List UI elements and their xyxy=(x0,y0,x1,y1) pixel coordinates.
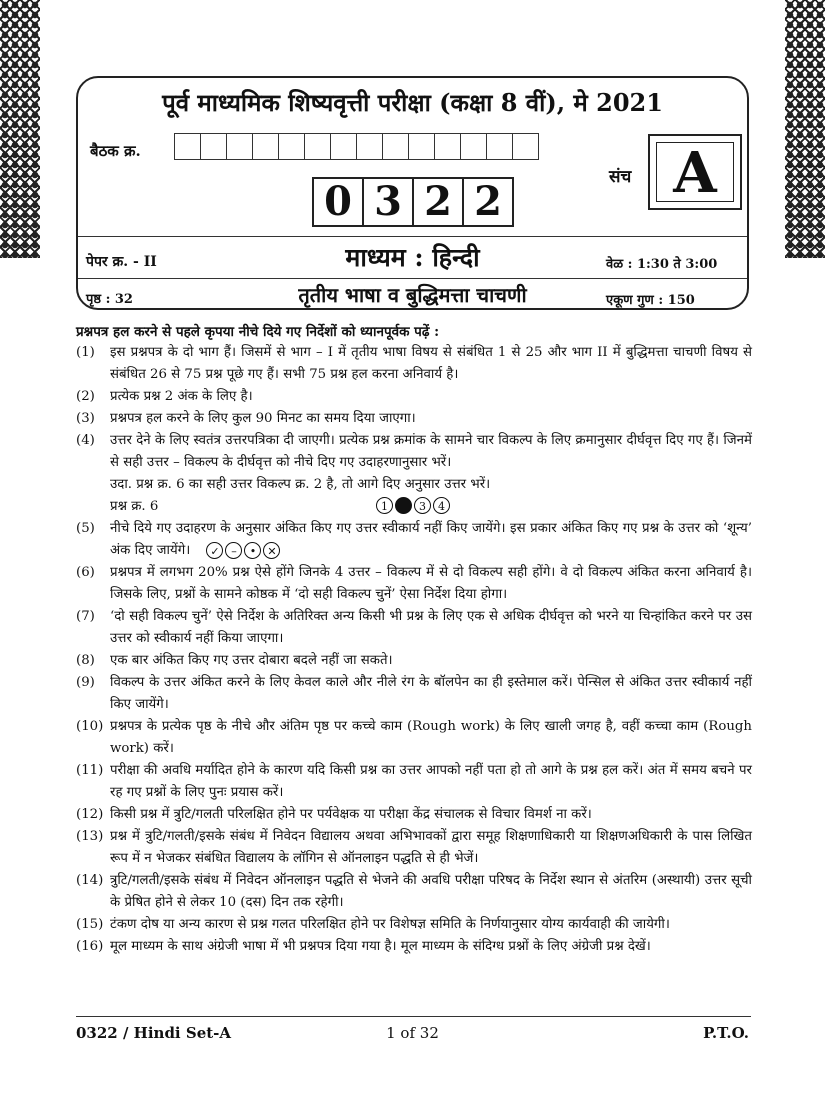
footer-divider xyxy=(76,1016,751,1017)
header-divider xyxy=(78,278,747,279)
seat-number-cell[interactable] xyxy=(461,134,487,159)
instruction-number: (12) xyxy=(76,807,104,822)
invalid-bubble: ✓ xyxy=(206,542,223,559)
instruction-number: (1) xyxy=(76,345,95,360)
instruction-item xyxy=(76,408,752,430)
instruction-item xyxy=(76,386,752,408)
instruction-text: टंकण दोष या अन्य कारण से प्रश्न गलत परिलक्षित होने पर विशेषज्ञ समिति के निर्णयानुसार योग्य कार्यवाही की जायेगी। xyxy=(110,917,670,932)
exam-header-box xyxy=(76,76,749,310)
decorative-border-left xyxy=(0,0,40,258)
instruction-text: प्रश्नपत्र हल करने के लिए कुल 90 मिनट का समय दिया जाएगा। xyxy=(110,411,416,426)
instruction-text: नीचे दिये गए उदाहरण के अनुसार अंकित किए गए उत्तर स्वीकार्य नहीं किए जायेंगे। इस प्रकार अंकित किए गए प्रश्न के उत्तर को ‘शून्य’ अंक दिए जायेंगे। xyxy=(110,521,752,558)
instruction-item xyxy=(76,342,752,386)
paper-code-grid xyxy=(312,177,514,227)
instruction-text: मूल माध्यम के साथ अंग्रेजी भाषा में भी प्रश्नपत्र दिया गया है। मूल माध्यम के संदिग्ध प्रश्नों के लिए अंग्रेजी प्रश्न देखें। xyxy=(110,939,651,954)
instruction-text: त्रुटि/गलती/इसके संबंध में निवेदन ऑनलाइन पद्धति से भेजने की अवधि परीक्षा परिषद के निर्देश स्थान से अंतरिम (अस्थायी) उत्तर सूची के प्रेषित होने से लेकर 10 (दस) दिन तक रहेगी। xyxy=(110,873,752,910)
paper-code-digit: 3 xyxy=(364,179,414,225)
instruction-text: इस प्रश्नपत्र के दो भाग हैं। जिसमें से भाग – I में तृतीय भाषा विषय से संबंधित 1 से 25 और भाग II में बुद्धिमत्ता चाचणी विषय से संबंधित 26 से 75 प्रश्न पूछे गए हैं। सभी 75 प्रश्न हल करना अनिवार्य है। xyxy=(110,345,752,382)
instruction-item xyxy=(76,672,752,716)
instruction-number: (14) xyxy=(76,873,104,888)
instruction-item xyxy=(76,716,752,760)
instruction-text: प्रश्नपत्र में लगभग 20% प्रश्न ऐसे होंगे जिनके 4 उत्तर – विकल्प में से दो विकल्प सही होंगे। वे दो विकल्प अंकित करना अनिवार्य है। जिसके लिए, प्रश्नों के सामने कोष्ठक में ‘दो सही विकल्प चुनें’ ऐसा निर्देश दिया होगा। xyxy=(110,565,752,602)
instruction-item xyxy=(76,760,752,804)
instruction-text: एक बार अंकित किए गए उत्तर दोबारा बदले नहीं जा सकते। xyxy=(110,653,393,668)
example-question xyxy=(76,496,752,518)
invalid-bubble: – xyxy=(225,542,242,559)
instruction-item xyxy=(76,562,752,606)
instruction-item xyxy=(76,826,752,870)
example-line: उदा. प्रश्न क्र. 6 का सही उत्तर विकल्प क्र. 2 है, तो आगे दिए अनुसार उत्तर भरें। xyxy=(110,477,491,492)
invalid-bubbles xyxy=(206,542,280,559)
instruction-number: (10) xyxy=(76,719,104,734)
medium-title: माध्यम : हिन्दी xyxy=(345,243,480,272)
paper-code-digit: 2 xyxy=(474,178,502,225)
seat-number-cell[interactable] xyxy=(357,134,383,159)
instruction-text-with-examples xyxy=(110,518,752,562)
decorative-border-right xyxy=(785,0,825,258)
paper-code-digit: 0 xyxy=(314,179,364,225)
page-count: पृष्ठ : 32 xyxy=(86,292,133,307)
instruction-number: (2) xyxy=(76,389,95,404)
instruction-text: उत्तर देने के लिए स्वतंत्र उत्तरपत्रिका दी जाएगी। प्रत्येक प्रश्न क्रमांक के सामने चार विकल्प के लिए क्रमानुसार दीर्घवृत्त दिए गए हैं। जिनमें से सही उत्तर – विकल्प के दीर्घवृत्त को नीचे दिए गए उदाहरणानुसार भरें। xyxy=(110,433,752,470)
paper-code-digit: 2 xyxy=(414,179,464,225)
instruction-number: (15) xyxy=(76,917,104,932)
header-divider xyxy=(78,236,747,237)
instruction-number: (13) xyxy=(76,829,104,844)
instruction-number: (6) xyxy=(76,565,95,580)
seat-number-cell[interactable] xyxy=(513,134,538,159)
instruction-text: किसी प्रश्न में त्रुटि/गलती परिलक्षित होने पर पर्यवेक्षक या परीक्षा केंद्र संचालक से विचार विमर्श ना करें। xyxy=(110,807,592,822)
footer-page-number: 1 of 32 xyxy=(386,1024,439,1042)
seat-number-cell[interactable] xyxy=(279,134,305,159)
seat-number-cell[interactable] xyxy=(227,134,253,159)
set-box xyxy=(648,134,742,210)
instruction-item xyxy=(76,650,752,672)
instructions-heading: प्रश्नपत्र हल करने से पहले कृपया नीचे दिये गए निर्देशों को ध्यानपूर्वक पढ़ें : xyxy=(76,324,440,340)
instruction-number: (5) xyxy=(76,521,95,536)
example-bubbles xyxy=(376,497,450,514)
instruction-item xyxy=(76,430,752,474)
exam-title: पूर्व माध्यमिक शिष्यवृत्ती परीक्षा (कक्षा 8 वीं), मे 2021 xyxy=(162,88,663,117)
option-bubble: 4 xyxy=(433,497,450,514)
option-bubble: 3 xyxy=(414,497,431,514)
set-label: संच xyxy=(609,167,632,187)
invalid-bubble: ✕ xyxy=(263,542,280,559)
instruction-number: (9) xyxy=(76,675,95,690)
seat-number-cell[interactable] xyxy=(487,134,513,159)
seat-number-label: बैठक क्र. xyxy=(90,142,141,160)
footer-pto: P.T.O. xyxy=(703,1024,749,1042)
paper-number: पेपर क्र. - II xyxy=(86,254,157,270)
instruction-item xyxy=(76,518,752,562)
instruction-item xyxy=(76,870,752,914)
instruction-number: (16) xyxy=(76,939,104,954)
instruction-number: (3) xyxy=(76,411,95,426)
subject-title: तृतीय भाषा व बुद्धिमत्ता चाचणी xyxy=(298,283,527,307)
instructions-section xyxy=(76,322,752,958)
instruction-number: (11) xyxy=(76,763,104,778)
exam-time: वेळ : 1:30 ते 3:00 xyxy=(606,257,718,272)
option-bubble-filled xyxy=(395,497,412,514)
seat-number-cell[interactable] xyxy=(383,134,409,159)
seat-number-grid xyxy=(174,133,539,160)
seat-number-cell[interactable] xyxy=(331,134,357,159)
instruction-text: प्रश्न में त्रुटि/गलती/इसके संबंध में निवेदन विद्यालय अथवा अभिभावकों द्वारा समूह शिक्षणाधिकारी या शिक्षणअधिकारी के पास लिखित रूप में न भेजकर संबंधित विद्यालय के लॉगिन से ऑनलाइन पद्धति से ही भेजें। xyxy=(110,829,752,866)
instruction-text: प्रश्नपत्र के प्रत्येक पृष्ठ के नीचे और अंतिम पृष्ठ पर कच्चे काम (Rough work) के लिए खाली जगह है, वहीं कच्चा काम (Rough work) करें। xyxy=(110,719,752,756)
instruction-item xyxy=(76,914,752,936)
option-bubble: 1 xyxy=(376,497,393,514)
seat-number-cell[interactable] xyxy=(409,134,435,159)
instruction-number: (7) xyxy=(76,609,95,624)
footer-paper-code: 0322 / Hindi Set-A xyxy=(76,1024,232,1042)
instruction-text: विकल्प के उत्तर अंकित करने के लिए केवल काले और नीले रंग के बॉलपेन का ही इस्तेमाल करें। पेन्सिल से अंकित उत्तर स्वीकार्य नहीं किए जायेंगे। xyxy=(110,675,752,712)
instruction-text: प्रत्येक प्रश्न 2 अंक के लिए है। xyxy=(110,389,253,404)
instruction-number: (4) xyxy=(76,433,95,448)
total-marks: एकूण गुण : 150 xyxy=(606,293,695,308)
instruction-text: परीक्षा की अवधि मर्यादित होने के कारण यदि किसी प्रश्न का उत्तर आपको नहीं पता हो तो आगे के प्रश्न हल करें। अंत में समय बचने पर रह गए प्रश्नों के लिए पुनः प्रयास करें। xyxy=(110,763,752,800)
seat-number-cell[interactable] xyxy=(435,134,461,159)
instruction-item xyxy=(76,804,752,826)
instruction-number: (8) xyxy=(76,653,95,668)
instruction-text: ‘दो सही विकल्प चुनें’ ऐसे निर्देश के अतिरिक्त अन्य किसी भी प्रश्न के लिए एक से अधिक दीर्घवृत्त को भरने या चिन्हांकित करने पर उस उत्तर को स्वीकार्य नहीं किया जाएगा। xyxy=(110,609,752,646)
instruction-item xyxy=(76,606,752,650)
seat-number-cell[interactable] xyxy=(201,134,227,159)
seat-number-cell[interactable] xyxy=(253,134,279,159)
invalid-bubble: • xyxy=(244,542,261,559)
example-question-label: प्रश्न क्र. 6 xyxy=(110,499,159,514)
seat-number-cell[interactable] xyxy=(305,134,331,159)
instruction-item xyxy=(76,936,752,958)
set-value: A xyxy=(656,142,734,202)
seat-number-cell[interactable] xyxy=(175,134,201,159)
instructions-list xyxy=(76,342,752,958)
instruction-items-continued xyxy=(76,562,752,958)
